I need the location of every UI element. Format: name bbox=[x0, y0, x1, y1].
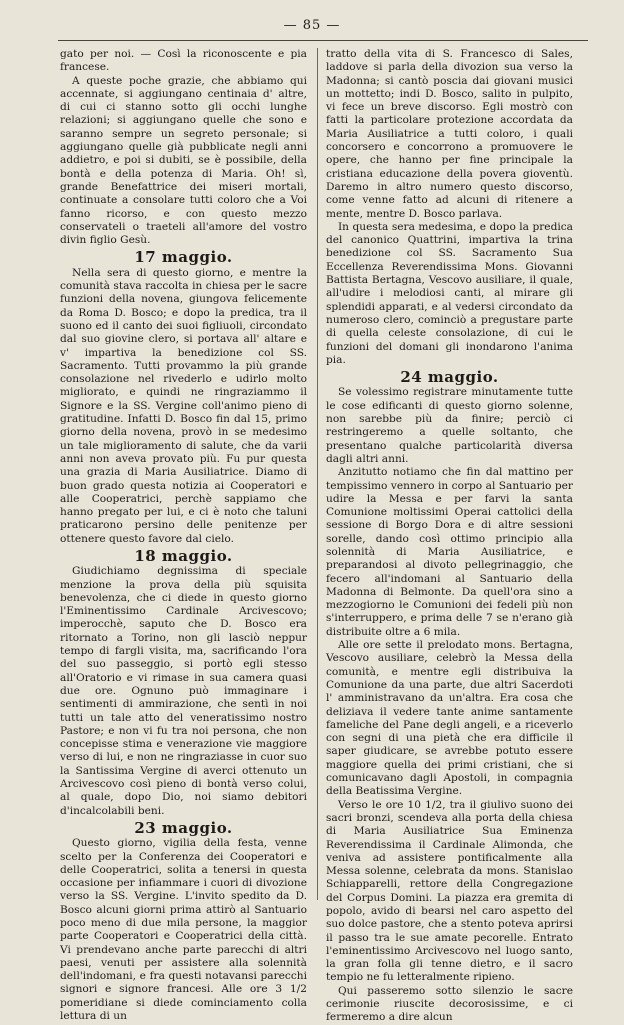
right-column bbox=[326, 48, 573, 1024]
section-heading: 18 maggio. bbox=[134, 546, 233, 565]
paragraph: A queste poche grazie, che abbiamo qui accennate, si aggiungano centinaia d' altre, di cui ci stanno sotto gli occhi lunghe relazioni; si aggiungano quelle che sono e saranno sempre un segreto personale; si aggiungano quelle già pubblicate negli anni addietro, e poi si dubiti, se è possibile, della bontà e della potenza di Maria. Oh! sì, grande Benefattrice dei miseri mortali, continuate a consolare tutti coloro che a Voi fanno ricorso, e con questo mezzo conservateli o traeteli all'amore del vostro divin figlio Gesù. bbox=[60, 74, 307, 247]
section-heading: 24 maggio. bbox=[400, 368, 499, 387]
continued-paragraph: tratto della vita di S. Francesco di Sales, laddove si parla della divozion sua verso la Madonna; si cantò poscia dai giovani musici un mottetto; indi D. Bosco, salito in pulpito, vi fece un breve discorso. Egli mostrò con fatti la particolare protezione accordata da Maria Ausiliatrice a tutti coloro, i quali concorsero e concorrono a promuovere le opere, che hanno per fine principale la cristiana educazione della povera gioventù. Daremo in altro numero questo discorso, come venne fatto ad alcuni di ritenere a mente, mentre D. Bosco parlava. bbox=[326, 48, 573, 220]
continued-paragraph: gato per noi. — Così la riconoscente e pia francese. bbox=[60, 48, 307, 74]
paragraph: Questo giorno, vigilia della festa, venne scelto per la Conferenza dei Cooperatori e delle Cooperatrici, solita a tenersi in questa occasione per infiammare i cuori di divozione verso la SS. Vergine. L'invito spedito da D. Bosco alcuni giorni prima attirò al Santuario poco meno di due mila persone, la maggior parte Cooperatori e Cooperatrici della città. Vi prendevano anche parte parecchi di altri paesi, venuti per assistere alla solennità dell'indomani, e fra questi notavansi parecchi signori e signore francesi. Alle ore 3 1/2 pomeridiane si diede cominciamento colla lettura di un bbox=[60, 837, 307, 1023]
paragraph: Nella sera di questo giorno, e mentre la comunità stava raccolta in chiesa per le sacre funzioni della novena, giungova felicemente da Roma D. Bosco; e dopo la predica, tra il suono ed il canto dei suoi figliuoli, circondato dal suo giovine clero, si portava all' altare e v' impartiva la benedizione col SS. Sacramento. Tutti provammo la più grande consolazione nel rivederlo e udirlo molto migliorato, e quindi ne ringraziammo il Signore e la SS. Vergine coll'animo pieno di gratitudine. Infatti D. Bosco fin dal 15, primo giorno della novena, provò in se medesimo un tale miglioramento di salute, che da varii anni non aveva provato più. Fu pur questa una grazia di Maria Ausiliatrice. Diamo di buon grado questa notizia ai Cooperatori e alle Cooperatrici, perchè sappiamo che hanno pregato per lui, e ci è noto che taluni praticarono persino delle penitenze per ottenere questo favore dal cielo. bbox=[60, 266, 307, 545]
left-column bbox=[60, 48, 307, 1023]
section-heading: 17 maggio. bbox=[134, 248, 233, 267]
section-heading: 23 maggio. bbox=[134, 818, 233, 837]
page-number: — 85 — bbox=[283, 18, 341, 33]
header-rule bbox=[58, 40, 588, 41]
paragraph: Verso le ore 10 1/2, tra il giulivo suono dei sacri bronzi, scendeva alla porta della chiesa di Maria Ausiliatrice Sua Eminenza Reverendissima il Cardinale Alimonda, che veniva ad assistere pontificalmente alla Messa solenne, celebrata da mons. Stanislao Schiapparelli, rettore della Congregazione del Corpus Domini. La piazza era gremita di popolo, avido di bearsi nel caro aspetto del suo dolce pastore, che a stento poteva aprirsi il passo tra le sue amate pecorelle. Entrato l'eminentissimo Arcivescovo nel luogo santo, la gran folla gli tenne dietro, e il sacro tempio ne fu letteralmente ripieno. bbox=[326, 798, 573, 984]
paragraph: Giudichiamo degnissima di speciale menzione la prova della più squisita benevolenza, che ci diede in questo giorno l'Eminentissimo Cardinale Arcivescovo; imperocchè, saputo che D. Bosco era ritornato a Torino, non gli lasciò neppur tempo di fargli visita, ma, sacrificando l'ora del suo passeggio, si portò egli stesso all'Oratorio e vi rimase in sua camera quasi due ore. Ognuno può immaginare i sentimenti di ammirazione, che sentì in noi tutti un tale atto del veneratissimo nostro Pastore; e non vi fu tra noi persona, che non concepisse stima e venerazione vie maggiore verso di lui, e non ne ringraziasse in cuor suo la Santissima Vergine di averci ottenuto un Arcivescovo così pieno di bontà verso colui, al quale, dopo Dio, noi siamo debitori d'incalcolabili beni. bbox=[60, 565, 307, 817]
paragraph: Alle ore sette il prelodato mons. Bertagna, Vescovo ausiliare, celebrò la Messa della comunità, e mentre egli distribuiva la Comunione da una parte, due altri Sacerdoti l' amministravano da un'altra. Era cosa che deliziava il vedere tante anime santamente fameliche del Pane degli angeli, e a riceverlo con segni di una pietà che era difficile il saper giudicare, se avrebbe potuto essere maggiore quella dei primi cristiani, che si comunicavano dagli Apostoli, in compagnia della Beatissima Vergine. bbox=[326, 639, 573, 798]
column-divider bbox=[317, 48, 318, 900]
paragraph: Se volessimo registrare minutamente tutte le cose edificanti di questo giorno solenne, non sarebbe più da finire; perciò ci restringeremo a quelle soltanto, che presentano qualche particolarità diversa dagli altri anni. bbox=[326, 386, 573, 465]
paragraph: Anzitutto notiamo che fin dal mattino per tempissimo vennero in corpo al Santuario per udire la Messa e per farvi la santa Comunione moltissimi Operai cattolici della sessione di Borgo Dora e di altre sessioni sorelle, dando così ottimo principio alla solennità di Maria Ausiliatrice, e preparandosi al divoto pellegrinaggio, che fecero all'indomani al Santuario della Madonna di Belmonte. Da quell'ora sino a mezzogiorno le Comunioni dei fedeli più non s'interruppero, e prima delle 7 se n'erano già distribuite oltre a 6 mila. bbox=[326, 466, 573, 638]
paragraph: Qui passeremo sotto silenzio le sacre cerimonie riuscite decorosissime, e ci fermeremo a dire alcun bbox=[326, 984, 573, 1024]
paragraph: In questa sera medesima, e dopo la predica del canonico Quattrini, impartiva la trina benedizione col SS. Sacramento Sua Eccellenza Reverendissima Mons. Giovanni Battista Bertagna, Vescovo ausiliare, il quale, all'udire i melodiosi canti, al mirare gli splendidi apparati, e al vedersi circondato da numeroso clero, cominciò a pregustare parte di quella celeste consolazione, di cui le funzioni del domani gli inondarono l'anima pia. bbox=[326, 220, 573, 366]
